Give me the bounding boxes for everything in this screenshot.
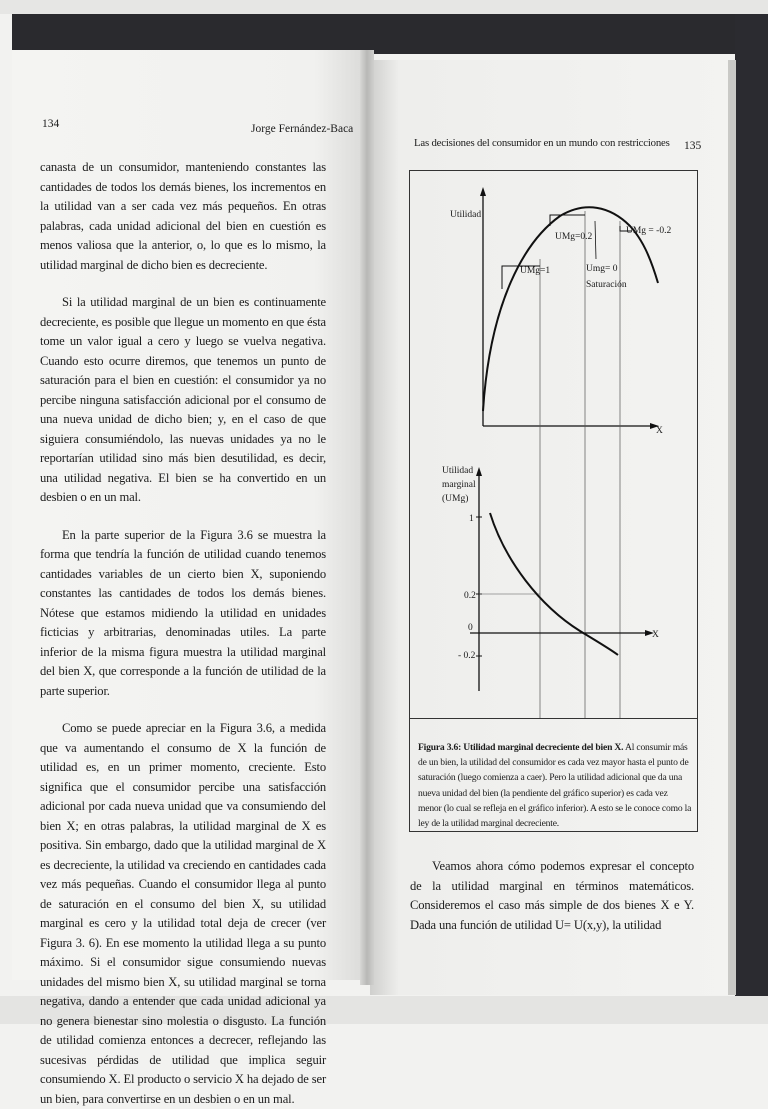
scan-top-margin bbox=[0, 0, 768, 14]
label-umg0: Umg= 0 bbox=[586, 264, 618, 274]
figure-plot-area bbox=[410, 171, 697, 719]
scan-background-right bbox=[735, 14, 768, 996]
right-body-text bbox=[410, 857, 694, 935]
left-body-text bbox=[40, 158, 326, 1109]
bottom-y-label-1: Utilidad bbox=[442, 466, 474, 476]
paragraph-4: Como se puede apreciar en la Figura 3.6, a medida que va aumentando el consumo de X la función de utilidad es, en un primer momento, creciente. Esto significa que el consumidor percibe una satisfacción adicional por cada nueva unidad que va consumiendo del bien X; en otras palabras, la utilidad marginal de X es positiva. Sin embargo, dado que la utilidad marginal de X es decreciente, la utilidad va creciendo en cantidades cada vez más pequeñas. Cuando el consumidor llega al punto de saturación en el consumo del bien X, su utilidad marginal es cero y la utilidad total deja de crecer (ver Figura 3. 6). En ese momento la utilidad llega a su punto máximo. Si el consumidor sigue consumiendo nuevas unidades del mismo bien X, su utilidad marginal se torna negativa, dando a entender que cada unidad adicional ya no genera bienestar sino molestia o disgusto. La función de utilidad comienza entonces a decrecer, reflejando las sucesivas pérdidas de utilidad que implica seguir consumiendo X. El producto o servicio X ha dejado de ser un bien, para convertirse en un desbien o en un mal. bbox=[40, 721, 326, 1106]
saturation-pointer bbox=[595, 221, 596, 259]
figure-3-6 bbox=[409, 170, 698, 832]
bottom-x-label: X bbox=[652, 630, 659, 640]
caption-body: Al consumir más de un bien, la utilidad del consumidor es cada vez mayor hasta el punto de saturación (luego comienza a caer). Pero la utilidad adicional que da una nueva unidad del bien (la pendiente del gráfico superior) es cada vez menor (lo cual se refleja en el gráfico inferior). A esto se le conoce como la ley de la utilidad marginal decreciente. bbox=[418, 742, 692, 830]
bottom-y-arrow bbox=[476, 467, 482, 476]
top-x-label: X bbox=[656, 426, 663, 436]
bottom-y-label-3: (UMg) bbox=[442, 494, 469, 504]
tick-label-neg02: - 0.2 bbox=[458, 651, 476, 661]
bottom-y-label-2: marginal bbox=[442, 480, 476, 490]
figure-caption bbox=[418, 740, 692, 831]
right-page-number: 135 bbox=[684, 140, 702, 152]
right-paragraph: Veamos ahora cómo podemos expresar el concepto de la utilidad marginal en términos matemáticos. Consideremos el caso más simple de dos bienes X e Y. Dada una función de utilidad U= U(x,y), la utilidad bbox=[410, 859, 694, 932]
tick-label-1: 1 bbox=[469, 514, 474, 524]
label-umg1: UMg=1 bbox=[520, 266, 551, 276]
right-running-head: Las decisiones del consumidor en un mundo con restricciones bbox=[414, 137, 670, 149]
left-page-number: 134 bbox=[42, 118, 60, 130]
top-y-arrow bbox=[480, 187, 486, 196]
paragraph-1: canasta de un consumidor, manteniendo constantes las cantidades de todos los demás bienes, los incrementos en la utilidad van a ser cada vez más pequeños. En otras palabras, cada unidad adicional del bien en cuestión es menos valiosa que la anterior, o, lo que es lo mismo, la utilidad marginal de dicho bien es decreciente. bbox=[40, 160, 326, 272]
caption-title: Figura 3.6: Utilidad marginal decreciente del bien X. bbox=[418, 742, 624, 753]
scan-background-top bbox=[12, 14, 768, 54]
label-saturation: Saturación bbox=[586, 280, 627, 290]
left-running-head: Jorge Fernández-Baca bbox=[251, 123, 354, 135]
tick-label-02: 0.2 bbox=[464, 591, 476, 601]
label-umg02: UMg=0.2 bbox=[555, 232, 593, 242]
paragraph-2: Si la utilidad marginal de un bien es continuamente decreciente, es posible que llegue un momento en que ésta tome un valor igual a cero y luego se vuelva negativa. Cuando esto ocurre diremos, que tenemos un punto de saturación para el bien en cuestión: el consumidor ya no percibe ninguna satisfacción adicional por el consumo de una nueva unidad de dicho bien; y, en el caso de que siguiera consumiéndolo, las nuevas unidades ya no le reportarían utilidad sino más bien desutilidad, es decir, una utilidad negativa. El bien se ha convertido en un desbien o en un mal. bbox=[40, 295, 326, 504]
book-gutter bbox=[360, 50, 374, 985]
paragraph-3: En la parte superior de la Figura 3.6 se muestra la forma que tendría la función de utilidad cuando tenemos cantidades variables de un cierto bien X, suponiendo constantes las cantidades de todos los demás bienes. Nótese que estamos midiendo la utilidad en unidades ficticias y arbitrarias, denominadas utiles. La parte inferior de la misma figura muestra la utilidad marginal del bien X, que corresponde a la función de utilidad de la parte superior. bbox=[40, 527, 326, 698]
utility-charts-svg bbox=[410, 171, 697, 718]
marginal-utility-curve bbox=[490, 513, 618, 655]
tick-label-0: 0 bbox=[468, 623, 473, 633]
label-umg-neg02: UMg = -0.2 bbox=[626, 226, 672, 236]
top-y-label: Utilidad bbox=[450, 210, 482, 220]
right-page-edge bbox=[728, 60, 736, 995]
